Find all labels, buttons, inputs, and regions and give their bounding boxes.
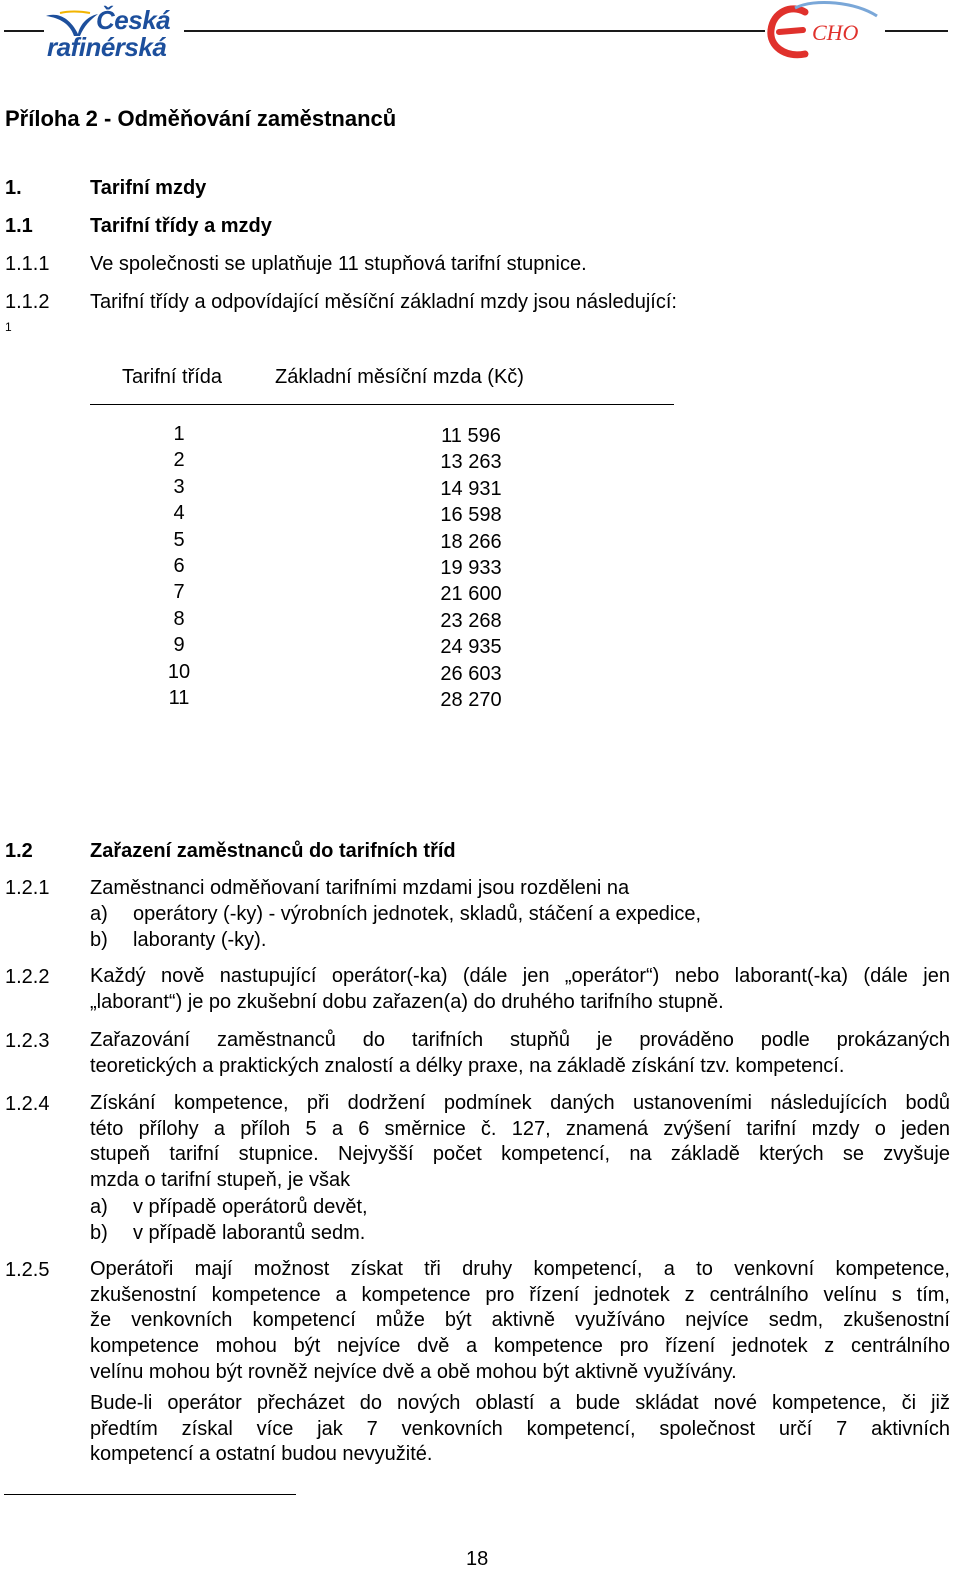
wage-cell: 16 598 (440, 504, 502, 527)
wage-cell: 28 270 (440, 689, 502, 712)
tariff-class-column (150, 421, 208, 711)
wage-cell: 23 268 (440, 609, 502, 632)
tariff-class-cell: 2 (173, 449, 185, 472)
tariff-class-cell: 6 (173, 555, 185, 578)
ceska-rafinerska-logo (44, 4, 184, 62)
para-1-2-4-text (90, 1091, 950, 1194)
table-header-wage: Základní měsíční mzda (Kč) (275, 366, 524, 388)
logo-text-line2: rafinérská (47, 32, 167, 62)
echo-logo (765, 0, 885, 62)
para-line: „laborant“) je po zkušební dobu zařazen(a) do druhého tarifního stupně. (90, 990, 724, 1013)
para-1-2-1-intro: Zaměstnanci odměňovaní tarifními mzdami jsou rozděleni na (90, 877, 630, 899)
logo-text-line1: Česká (96, 5, 171, 35)
para-line: zkušenostní kompetence a kompetence pro řízení jednotek z centrálního velínu s tím, (90, 1283, 950, 1306)
list-item-label: a) (90, 903, 108, 925)
wage-cell: 13 263 (440, 451, 502, 474)
list-item-label: b) (90, 929, 108, 951)
wage-cell: 19 933 (440, 557, 502, 580)
tariff-class-cell: 7 (173, 581, 185, 604)
wage-cell: 18 266 (440, 530, 502, 553)
section-1-heading: Tarifní mzdy (90, 177, 207, 199)
para-line: Operátoři mají možnost získat tři druhy kompetencí, a to venkovní kompetence, (90, 1258, 950, 1280)
wage-cell: 26 603 (440, 662, 502, 685)
wage-cell: 21 600 (440, 583, 502, 606)
footnote-mark: 1 (5, 320, 12, 334)
tariff-class-cell: 10 (167, 660, 191, 683)
list-item (90, 927, 266, 953)
para-1-2-1-number: 1.2.1 (5, 877, 50, 899)
para-1-2-5-number: 1.2.5 (5, 1259, 50, 1281)
list-item (90, 1220, 365, 1246)
section-1-1-1-text: Ve společnosti se uplatňuje 11 stupňová tarifní stupnice. (90, 253, 587, 275)
section-1-1-number: 1.1 (5, 215, 33, 237)
table-header-rule (90, 404, 674, 405)
para-line: kompetence mohou být nejvíce dvě a kompetence pro řízení jednotek z centrálního (90, 1335, 950, 1358)
wage-cell: 14 931 (440, 477, 502, 500)
page-number: 18 (466, 1548, 489, 1570)
para-line: mzda o tarifní stupeň, je však (90, 1169, 351, 1192)
wage-column (425, 423, 517, 713)
para-line: této přílohy a příloh 5 a 6 směrnice č. 127, znamená zvýšení tarifní mzdy o jeden (90, 1117, 950, 1140)
para-1-2-3-number: 1.2.3 (5, 1030, 50, 1052)
tariff-class-cell: 4 (173, 502, 185, 525)
para-line: stupeň tarifní stupnice. Nejvyšší počet kompetencí, na základě kterých se zvyšuje (90, 1143, 950, 1166)
page-title: Příloha 2 - Odměňování zaměstnanců (5, 106, 397, 131)
tariff-class-cell: 8 (173, 607, 185, 630)
list-item (90, 1194, 368, 1220)
wage-cell: 11 596 (441, 425, 501, 447)
section-1-1-2-number: 1.1.2 (5, 291, 50, 313)
list-item-text: v případě operátorů devět, (133, 1196, 368, 1218)
list-item-text: v případě laborantů sedm. (133, 1222, 366, 1244)
tariff-class-cell: 11 (168, 687, 190, 710)
tariff-class-cell: 9 (173, 634, 185, 657)
footnote-rule (4, 1494, 296, 1495)
para-1-2-2-text (90, 964, 950, 1015)
para-line: Získání kompetence, při dodržení podmínek daných ustanoveními následujících bodů (90, 1092, 950, 1114)
section-1-1-2-text: Tarifní třídy a odpovídající měsíční základní mzdy jsou následující: (90, 291, 677, 313)
para-1-2-4-number: 1.2.4 (5, 1093, 50, 1115)
tariff-class-cell: 3 (173, 475, 185, 498)
para-line: Každý nově nastupující operátor(-ka) (dále jen „operátor“) nebo laborant(-ka) (dále jen (90, 965, 950, 987)
wage-cell: 24 935 (440, 636, 502, 659)
section-1-2-heading: Zařazení zaměstnanců do tarifních tříd (90, 840, 456, 862)
para-line: velínu mohou být rovněž nejvíce dvě a obě mohou být aktivně využívány. (90, 1360, 737, 1383)
para-line: kompetencí a ostatní budou nevyužité. (90, 1443, 433, 1466)
tariff-class-cell: 5 (173, 528, 185, 551)
para-line: Zařazování zaměstnanců do tarifních stupňů je prováděno podle prokázaných (90, 1029, 950, 1051)
para-1-2-5-text (90, 1257, 950, 1386)
para-1-2-5-continuation (90, 1391, 950, 1468)
section-1-1-heading: Tarifní třídy a mzdy (90, 215, 272, 237)
para-1-2-2-number: 1.2.2 (5, 966, 50, 988)
para-line: Bude-li operátor přecházet do nových oblastí a bude skládat nové kompetence, či již (90, 1392, 950, 1414)
table-header-class: Tarifní třída (122, 366, 223, 388)
tariff-class-cell: 1 (173, 423, 185, 445)
list-item-label: b) (90, 1222, 108, 1244)
section-1-number: 1. (5, 177, 22, 199)
list-item-text: laboranty (-ky). (133, 929, 267, 951)
list-item (90, 901, 701, 927)
section-1-1-1-number: 1.1.1 (5, 253, 50, 275)
list-item-text: operátory (-ky) - výrobních jednotek, skladů, stáčení a expedice, (133, 903, 702, 925)
para-1-2-3-text (90, 1028, 950, 1079)
para-line: teoretických a praktických znalostí a délky praxe, na základě získání tzv. kompetencí. (90, 1054, 845, 1077)
echo-logo-text: CHO (812, 20, 859, 45)
para-line: předtím získal více jak 7 venkovních kompetencí, společnost určí 7 aktivních (90, 1417, 950, 1440)
para-line: že venkovních kompetencí může být aktivně využíváno nejvíce sedm, zkušenostní (90, 1309, 950, 1332)
list-item-label: a) (90, 1196, 108, 1218)
section-1-2-number: 1.2 (5, 840, 33, 862)
